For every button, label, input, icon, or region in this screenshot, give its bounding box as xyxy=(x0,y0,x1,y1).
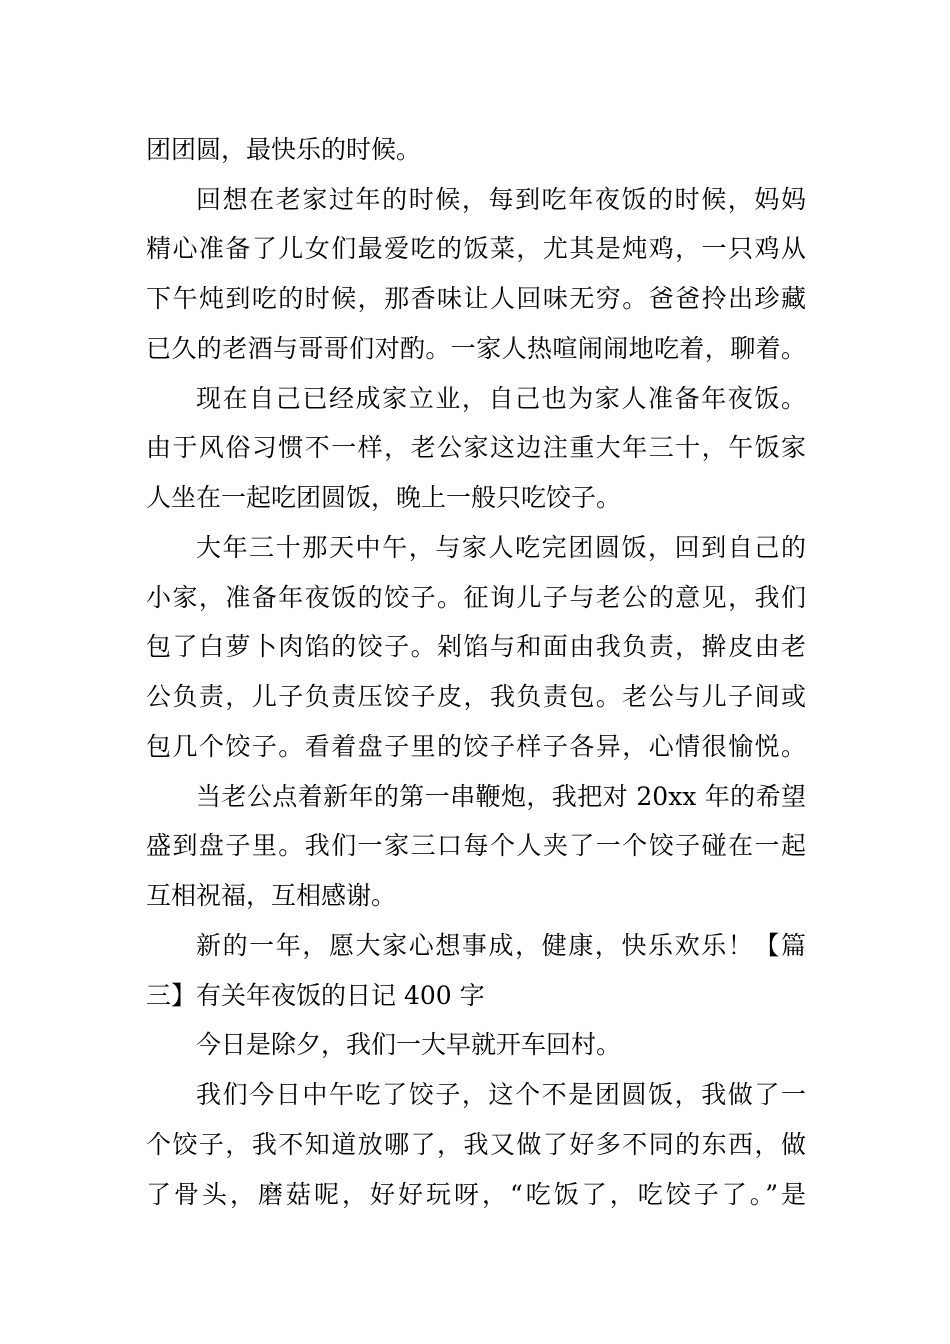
text-line: 今日是除夕，我们一大早就开车回村。 xyxy=(196,1030,622,1059)
text-line: 当老公点着新年的第一串鞭炮，我把对 20xx 年的希望 xyxy=(196,782,806,811)
text-line: 由于风俗习惯不一样，老公家这边注重大年三十，午饭家 xyxy=(146,433,806,462)
text-line: 精心准备了儿女们最爱吃的饭菜，尤其是炖鸡，一只鸡从 xyxy=(146,234,806,263)
text-line: 三】有关年夜饭的日记 400 字 xyxy=(146,981,485,1010)
text-line: 个饺子，我不知道放哪了，我又做了好多不同的东西，做 xyxy=(146,1130,806,1159)
text-line: 公负责，儿子负责压饺子皮，我负责包。老公与儿子间或 xyxy=(146,682,806,711)
text-line: 新的一年，愿大家心想事成，健康，快乐欢乐！【篇 xyxy=(196,931,806,960)
text-line: 团团圆，最快乐的时候。 xyxy=(146,135,422,164)
text-line: 下午炖到吃的时候，那香味让人回味无穷。爸爸拎出珍藏 xyxy=(146,284,806,313)
text-line: 了骨头，磨菇呢，好好玩呀，“吃饭了，吃饺子了。”是 xyxy=(146,1180,806,1209)
text-line: 回想在老家过年的时候，每到吃年夜饭的时候，妈妈 xyxy=(196,185,806,214)
text-line: 我们今日中午吃了饺子，这个不是团圆饭，我做了一 xyxy=(196,1080,806,1109)
text-line: 盛到盘子里。我们一家三口每个人夹了一个饺子碰在一起 xyxy=(146,831,806,860)
text-line: 包了白萝卜肉馅的饺子。剁馅与和面由我负责，擀皮由老 xyxy=(146,632,806,661)
text-line: 互相祝福，互相感谢。 xyxy=(146,881,397,910)
text-line: 人坐在一起吃团圆饭，晚上一般只吃饺子。 xyxy=(146,483,622,512)
text-line: 已久的老酒与哥哥们对酌。一家人热喧闹闹地吃着，聊着。 xyxy=(146,334,806,363)
text-line: 小家，准备年夜饭的饺子。征询儿子与老公的意见，我们 xyxy=(146,583,806,612)
text-line: 现在自己已经成家立业，自己也为家人准备年夜饭。 xyxy=(196,384,806,413)
text-line: 包几个饺子。看着盘子里的饺子样子各异，心情很愉悦。 xyxy=(146,732,806,761)
text-line: 大年三十那天中午，与家人吃完团圆饭，回到自己的 xyxy=(196,533,806,562)
